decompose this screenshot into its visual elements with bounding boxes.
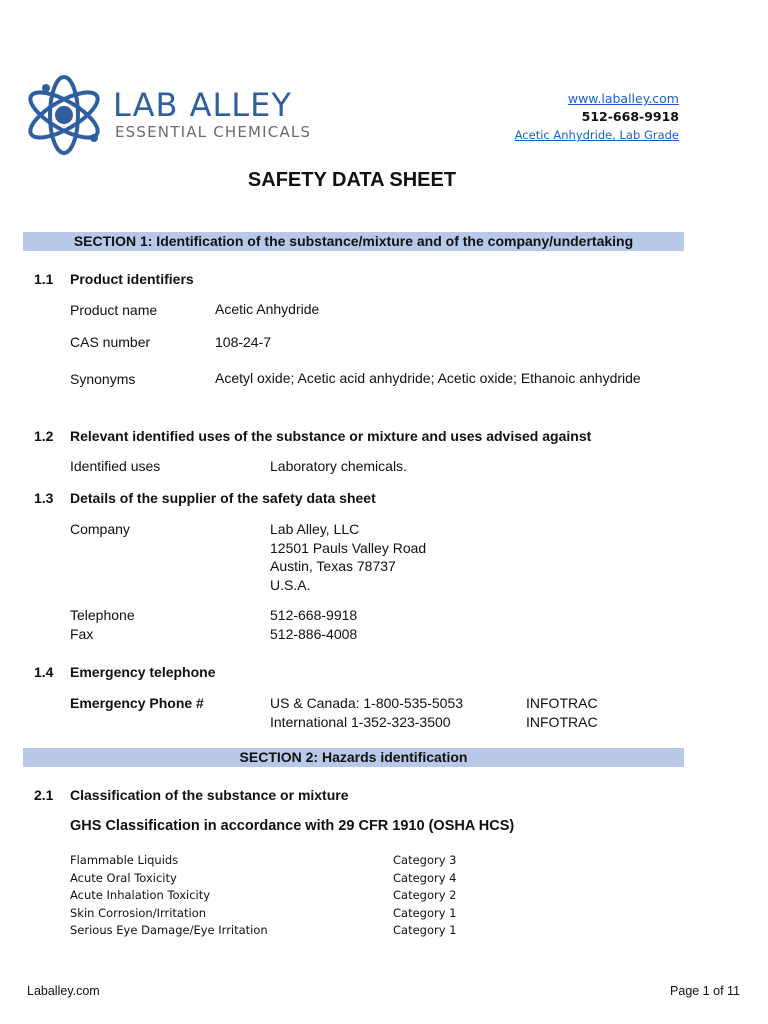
list-item bbox=[70, 906, 470, 924]
page-number: Page 1 of 11 bbox=[670, 984, 740, 998]
document-title: SAFETY DATA SHEET bbox=[247, 169, 457, 191]
fax-label: Fax bbox=[70, 626, 94, 642]
contact-block bbox=[515, 90, 679, 144]
cas-label: CAS number bbox=[70, 334, 151, 350]
ghs-classification-list bbox=[70, 853, 470, 941]
address-line: 12501 Pauls Valley Road bbox=[270, 539, 427, 556]
fax-value: 512-886-4008 bbox=[270, 626, 358, 642]
section-number: 1.3 bbox=[34, 490, 54, 506]
product-link[interactable]: Acetic Anhydride, Lab Grade bbox=[514, 128, 679, 142]
hazard-category: Category 1 bbox=[393, 905, 457, 920]
subsection-title: Classification of the substance or mixture bbox=[70, 787, 349, 803]
cas-value: 108-24-7 bbox=[215, 334, 272, 350]
hazard-category: Category 3 bbox=[393, 853, 457, 867]
hazard-category: Category 2 bbox=[393, 888, 457, 902]
emergency-line-intl: International 1-352-323-3500 bbox=[270, 714, 451, 730]
subsection-title: Relevant identified uses of the substance or mixture and uses advised against bbox=[70, 428, 592, 444]
contact-phone: 512-668-9918 bbox=[581, 109, 679, 124]
hazard-name: Flammable Liquids bbox=[70, 853, 179, 867]
section-number: 2.1 bbox=[34, 787, 54, 803]
address-line: U.S.A. bbox=[270, 576, 311, 593]
list-item bbox=[70, 871, 470, 889]
hazard-name: Acute Inhalation Toxicity bbox=[70, 888, 211, 902]
product-name-value: Acetic Anhydride bbox=[215, 301, 320, 317]
atom-icon bbox=[24, 70, 106, 160]
lab-alley-logo bbox=[24, 70, 324, 160]
section-number: 1.1 bbox=[34, 271, 54, 287]
subsection-title: Product identifiers bbox=[70, 271, 194, 287]
telephone-value: 512-668-9918 bbox=[270, 607, 358, 623]
list-item bbox=[70, 853, 470, 871]
hazard-category: Category 1 bbox=[393, 923, 457, 937]
list-item bbox=[70, 888, 470, 906]
section-2-heading: SECTION 2: Hazards identification bbox=[23, 748, 684, 767]
logo-tagline: ESSENTIAL CHEMICALS bbox=[115, 123, 312, 141]
synonyms-value: Acetyl oxide; Acetic acid anhydride; Acetic oxide; Ethanoic anhydride bbox=[215, 370, 641, 386]
hazard-name: Serious Eye Damage/Eye Irritation bbox=[70, 923, 268, 937]
subsection-title: Details of the supplier of the safety data sheet bbox=[70, 490, 376, 506]
uses-label: Identified uses bbox=[70, 458, 161, 474]
subsection-title: Emergency telephone bbox=[70, 664, 216, 680]
section-number: 1.2 bbox=[34, 428, 54, 444]
emergency-phone-label: Emergency Phone # bbox=[70, 695, 204, 711]
hazard-name: Skin Corrosion/Irritation bbox=[70, 905, 207, 920]
company-address bbox=[270, 520, 426, 594]
logo-name: LAB ALLEY bbox=[113, 86, 292, 124]
section-number: 1.4 bbox=[34, 664, 54, 680]
list-item bbox=[70, 923, 470, 941]
footer-site: Laballey.com bbox=[27, 984, 100, 998]
address-line: Lab Alley, LLC bbox=[270, 521, 360, 537]
ghs-subtitle: GHS Classification in accordance with 29 CFR 1910 (OSHA HCS) bbox=[70, 818, 515, 834]
company-label: Company bbox=[70, 521, 130, 537]
synonyms-label: Synonyms bbox=[70, 371, 136, 387]
telephone-label: Telephone bbox=[70, 607, 135, 623]
address-line: Austin, Texas 78737 bbox=[270, 558, 396, 574]
emergency-provider: INFOTRAC bbox=[526, 695, 598, 711]
section-1-heading: SECTION 1: Identification of the substance/mixture and of the company/undertaking bbox=[23, 232, 684, 251]
hazard-category: Category 4 bbox=[393, 870, 457, 885]
product-name-label: Product name bbox=[70, 302, 158, 318]
website-link[interactable]: www.laballey.com bbox=[567, 91, 679, 106]
emergency-line-us: US & Canada: 1-800-535-5053 bbox=[270, 695, 464, 711]
uses-value: Laboratory chemicals. bbox=[270, 458, 407, 474]
emergency-provider: INFOTRAC bbox=[526, 714, 598, 730]
hazard-name: Acute Oral Toxicity bbox=[70, 870, 177, 885]
